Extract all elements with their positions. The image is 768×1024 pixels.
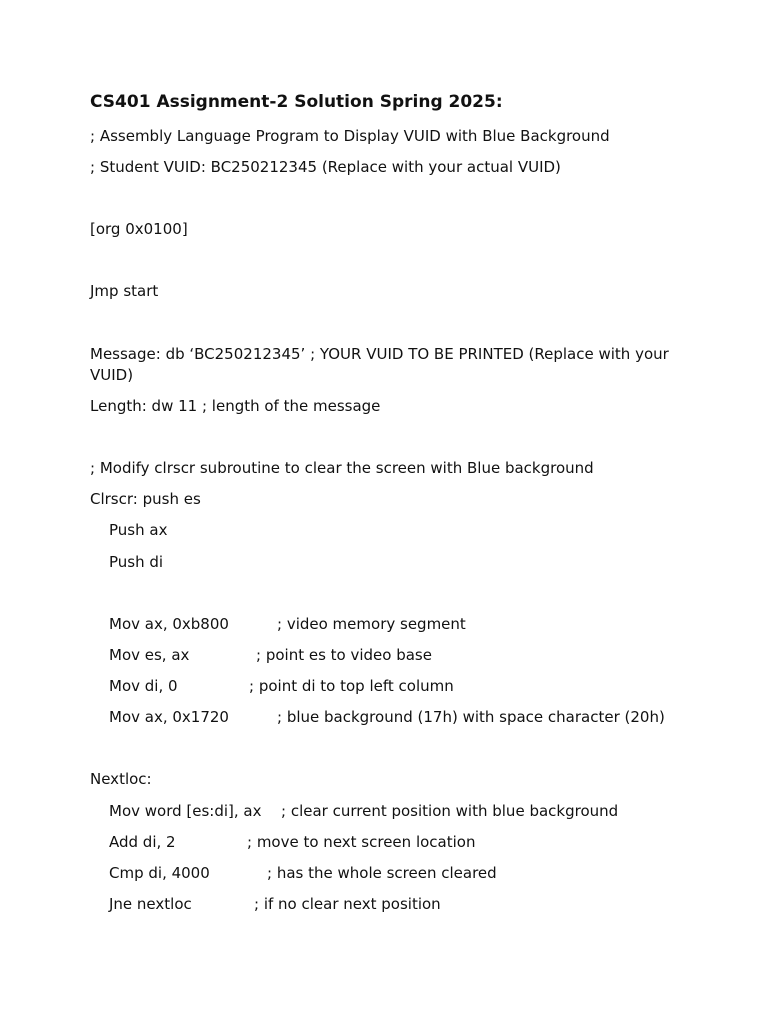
code-line-mov-di-0 (109, 676, 454, 697)
code-comment: ; point di to top left column (249, 677, 454, 695)
document-title: CS401 Assignment-2 Solution Spring 2025: (90, 92, 503, 112)
comment-clrscr: ; Modify clrscr subroutine to clear the screen with Blue background (90, 459, 594, 477)
push-ax: Push ax (109, 521, 168, 539)
comment-program: ; Assembly Language Program to Display VUID with Blue Background (90, 127, 610, 145)
code-comment: ; has the whole screen cleared (267, 864, 497, 882)
code-line-jne-nextloc (109, 894, 441, 915)
code-line-mov-word (109, 801, 618, 822)
code-instruction: Mov ax, 0xb800 (109, 615, 229, 633)
code-line-mov-ax-1720 (109, 707, 665, 728)
nextloc-label: Nextloc: (90, 770, 152, 788)
length-declaration: Length: dw 11 ; length of the message (90, 397, 381, 415)
code-instruction: Mov es, ax (109, 646, 190, 664)
clrscr-label: Clrscr: push es (90, 490, 201, 508)
code-comment: ; if no clear next position (254, 895, 441, 913)
code-instruction: Cmp di, 4000 (109, 864, 210, 882)
code-comment: ; point es to video base (256, 646, 432, 664)
org-directive: [org 0x0100] (90, 220, 188, 238)
code-comment: ; blue background (17h) with space character (20h) (277, 708, 665, 726)
code-instruction: Mov ax, 0x1720 (109, 708, 229, 726)
code-line-add-di (109, 832, 475, 853)
code-line-mov-ax-b800 (109, 614, 466, 635)
code-comment: ; clear current position with blue background (281, 802, 619, 820)
code-comment: ; video memory segment (277, 615, 466, 633)
code-comment: ; move to next screen location (247, 833, 476, 851)
comment-vuid: ; Student VUID: BC250212345 (Replace with your actual VUID) (90, 158, 561, 176)
code-line-cmp-di (109, 863, 497, 884)
message-declaration: Message: db ‘BC250212345’ ; YOUR VUID TO BE PRINTED (Replace with your VUID) (90, 345, 669, 384)
code-instruction: Jne nextloc (109, 895, 192, 913)
code-instruction: Add di, 2 (109, 833, 176, 851)
code-instruction: Mov word [es:di], ax (109, 802, 262, 820)
code-instruction: Mov di, 0 (109, 677, 178, 695)
push-di: Push di (109, 553, 164, 571)
code-line-mov-es-ax (109, 645, 432, 666)
jmp-start: Jmp start (90, 282, 159, 300)
